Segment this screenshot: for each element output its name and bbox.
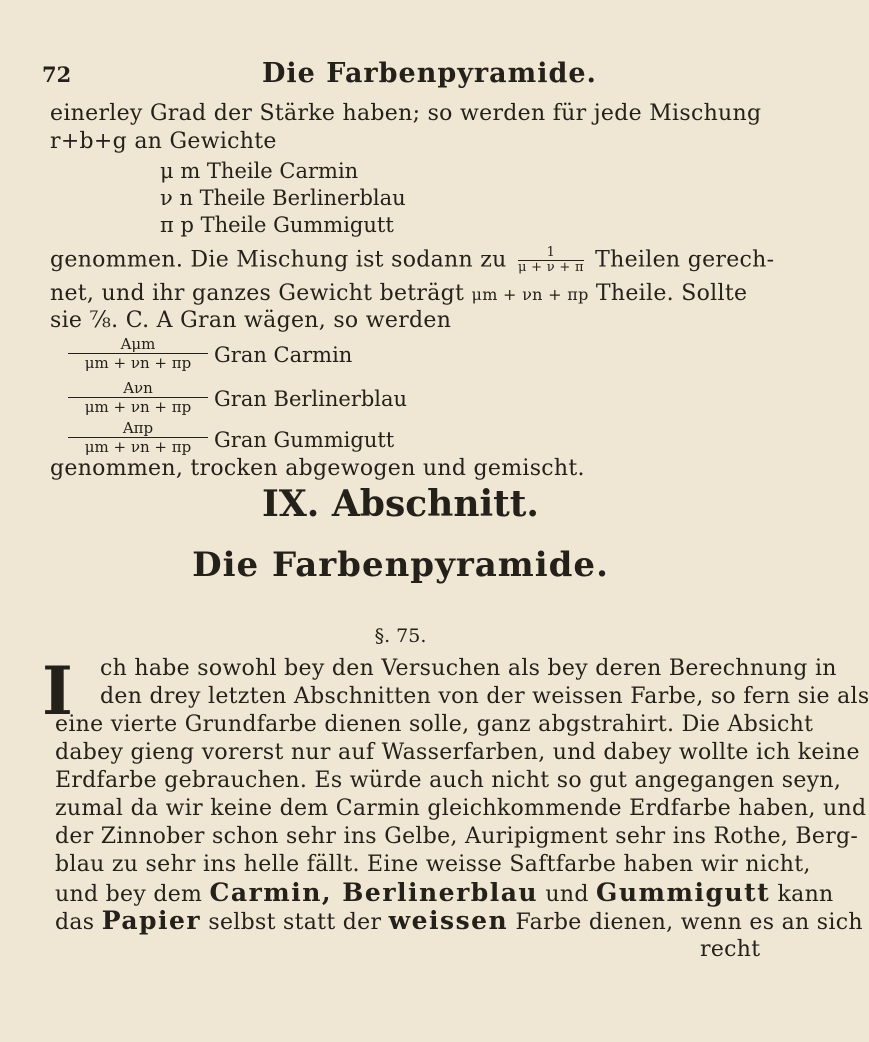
emphasis-papier: Papier — [101, 906, 202, 935]
emphasis-pigments: Carmin, Berlinerblau — [209, 878, 539, 907]
mix-line-2 — [50, 280, 747, 309]
running-title: Die Farbenpyramide. — [262, 58, 597, 89]
formula-denominator: μm + νn + πp — [68, 353, 208, 372]
mix-line — [50, 246, 774, 275]
formula-label: Gran Berlinerblau — [214, 387, 408, 411]
emphasis-gummigutt: Gummigutt — [596, 878, 771, 907]
mix-line-3: sie ⅞. C. A Gran wägen, so werden — [50, 308, 452, 333]
formula-label: Gran Carmin — [214, 343, 353, 367]
body-text: und bey dem — [55, 882, 203, 907]
text-line: r+b+g an Gewichte — [50, 129, 277, 154]
body-line: der Zinnober schon sehr ins Gelbe, Auripigment sehr ins Rothe, Berg- — [55, 824, 859, 849]
weight-expression: μm + νn + πp — [471, 285, 589, 304]
body-line: blau zu sehr ins helle fällt. Eine weisse Saftfarbe haben wir nicht, — [55, 852, 811, 877]
formula-denominator: μm + νn + πp — [68, 397, 208, 416]
section-title: Die Farbenpyramide. — [192, 545, 609, 585]
body-line: den drey letzten Abschnitten von der weissen Farbe, so fern sie als — [100, 684, 869, 709]
body-text: das — [55, 910, 95, 935]
drop-cap: I — [42, 652, 73, 730]
mix-fraction — [518, 246, 584, 275]
formula-label: Gran Gummigutt — [214, 428, 395, 452]
emphasis-weissen: weissen — [388, 906, 509, 935]
mix-fraction-denominator: μ + ν + π — [517, 260, 584, 275]
ingredient-line: μ m Theile Carmin — [160, 159, 359, 183]
body-line: eine vierte Grundfarbe dienen solle, ganz abgstrahirt. Die Absicht — [55, 712, 814, 737]
running-head — [42, 56, 782, 96]
mix-line2-after: Theile. Sollte — [595, 281, 748, 306]
formula-denominator: μm + νn + πp — [68, 437, 208, 456]
body-line — [55, 879, 834, 909]
page-number: 72 — [42, 62, 72, 87]
body-line — [55, 907, 863, 937]
formula-numerator: Aμm — [120, 335, 156, 353]
body-line: dabey gieng vorerst nur auf Wasserfarben, und dabey wollte ich keine — [55, 740, 860, 765]
formula-numerator: Aνn — [123, 379, 153, 397]
body-line: Erdfarbe gebrauchen. Es würde auch nicht so gut angegangen seyn, — [55, 768, 842, 793]
text-line: einerley Grad der Stärke haben; so werden für jede Mischung — [50, 101, 762, 126]
text-line: genommen, trocken abgewogen und gemischt. — [50, 456, 585, 481]
formula-gummigutt — [68, 420, 208, 456]
paragraph-number: §. 75. — [374, 625, 427, 647]
section-number: IX. Abschnitt. — [262, 483, 539, 525]
formula-numerator: Aπp — [122, 419, 154, 437]
mix-text-after: Theilen gerech- — [595, 247, 775, 273]
body-text: und — [545, 882, 589, 907]
body-text: Farbe dienen, wenn es an sich — [515, 910, 863, 935]
body-line: ch habe sowohl bey den Versuchen als bey deren Berechnung in — [100, 656, 837, 681]
ingredient-line: ν n Theile Berlinerblau — [160, 186, 406, 210]
mix-text-before: genommen. Die Mischung ist sodann zu — [50, 247, 507, 273]
body-text: selbst statt der — [208, 910, 382, 935]
mix-fraction-numerator: 1 — [546, 245, 556, 260]
body-line: zumal da wir keine dem Carmin gleichkommende Erdfarbe haben, und — [55, 796, 867, 821]
body-text: kann — [777, 882, 834, 907]
catchword: recht — [700, 937, 761, 962]
ingredient-line: π p Theile Gummigutt — [160, 213, 394, 237]
mix-line2-before: net, und ihr ganzes Gewicht beträgt — [50, 281, 465, 306]
formula-carmin — [68, 336, 208, 372]
formula-berlinerblau — [68, 380, 208, 416]
